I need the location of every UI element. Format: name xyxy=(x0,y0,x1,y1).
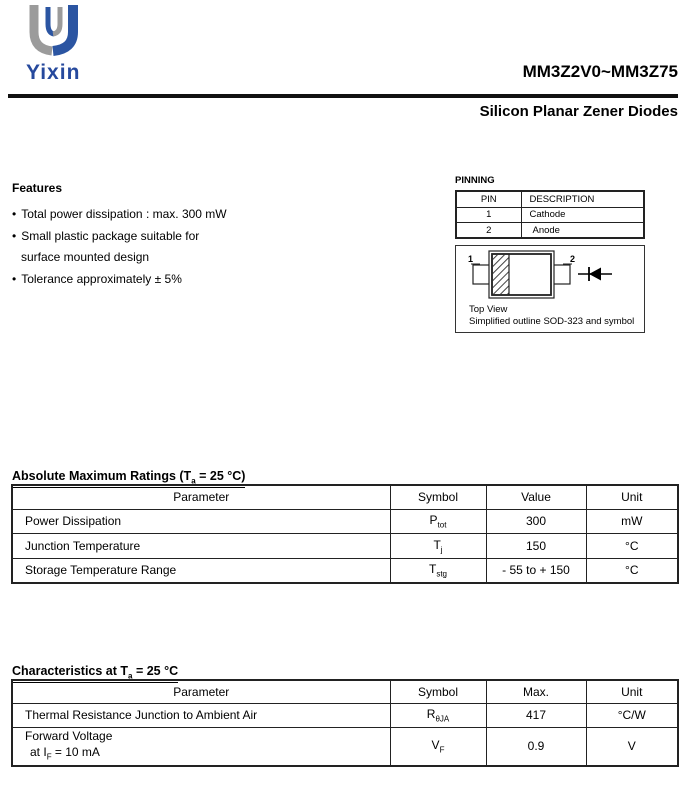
bullet-icon: • xyxy=(12,207,17,221)
symbol-base: T xyxy=(433,537,441,552)
value-cell: 150 xyxy=(486,534,586,559)
parameter-cell: Thermal Resistance Junction to Ambient Air xyxy=(12,703,390,727)
pin-description: Anode xyxy=(521,223,644,239)
unit-cell: °C xyxy=(586,534,678,559)
symbol-cell xyxy=(390,727,486,766)
heading-text: Characteristics at T xyxy=(12,664,129,678)
symbol-subscript: tot xyxy=(437,520,447,530)
symbol-base: R xyxy=(426,706,436,721)
unit-cell: mW xyxy=(586,509,678,534)
col-parameter: Parameter xyxy=(12,485,390,509)
svg-text:2: 2 xyxy=(570,254,576,264)
condition-text: at I xyxy=(30,744,47,759)
feature-text: Tolerance approximately ± 5% xyxy=(21,271,182,286)
page-subtitle: Silicon Planar Zener Diodes xyxy=(479,103,678,120)
heading-text: Absolute Maximum Ratings (T xyxy=(12,469,192,483)
table-row xyxy=(12,703,678,727)
package-outline-figure xyxy=(455,245,645,333)
col-unit: Unit xyxy=(586,485,678,509)
yixin-logo-icon xyxy=(26,5,82,68)
unit-cell: V xyxy=(586,727,678,766)
col-symbol: Symbol xyxy=(390,485,486,509)
col-value: Value xyxy=(486,485,586,509)
pinning-header-row xyxy=(456,191,644,207)
header-rule xyxy=(8,94,678,98)
heading-text: = 25 °C) xyxy=(195,469,246,483)
table-row xyxy=(12,727,678,766)
pinning-col-pin: PIN xyxy=(456,191,521,207)
symbol-subscript: F xyxy=(439,745,445,755)
features-section xyxy=(12,181,342,290)
heading-subscript: a xyxy=(128,671,133,681)
parameter-cell: Power Dissipation xyxy=(12,509,390,534)
figure-caption-2: Simplified outline SOD-323 and symbol xyxy=(469,316,635,327)
symbol-base: T xyxy=(428,561,437,576)
heading-subscript: a xyxy=(191,476,196,486)
pin-number: 1 xyxy=(456,207,521,223)
parameter-line2 xyxy=(25,744,390,765)
bullet-icon: • xyxy=(12,228,17,243)
pin-description: Cathode xyxy=(521,207,644,223)
symbol-subscript: j xyxy=(440,544,443,554)
bullet-icon: • xyxy=(12,271,17,286)
parameter-cell: Storage Temperature Range xyxy=(12,558,390,583)
characteristics-table xyxy=(11,679,679,767)
symbol-cell xyxy=(390,558,486,583)
col-max: Max. xyxy=(486,680,586,703)
features-heading: Features xyxy=(12,181,63,195)
value-cell: - 55 to + 150 xyxy=(486,558,586,583)
condition-text: = 10 mA xyxy=(51,744,100,759)
parameter-cell: Junction Temperature xyxy=(12,534,390,559)
svg-text:1: 1 xyxy=(468,254,474,264)
max-cell: 0.9 xyxy=(486,727,586,766)
parameter-line1: Forward Voltage xyxy=(25,728,113,743)
table-row xyxy=(12,558,678,583)
feature-text: Total power dissipation : max. 300 mW xyxy=(21,207,227,221)
feature-item xyxy=(12,226,342,248)
feature-text: Small plastic package suitable for xyxy=(21,228,200,243)
symbol-cell xyxy=(390,703,486,727)
pin-number: 2 xyxy=(456,223,521,239)
table-row xyxy=(456,207,644,223)
col-parameter: Parameter xyxy=(12,680,390,703)
heading-text: = 25 °C xyxy=(132,664,179,678)
u-logo-icon xyxy=(26,5,82,63)
symbol-cell xyxy=(390,534,486,559)
unit-cell: °C/W xyxy=(586,703,678,727)
parameter-cell xyxy=(12,727,390,766)
symbol-subscript: θJA xyxy=(435,714,450,724)
figure-caption-1: Top View xyxy=(469,304,508,315)
symbol-subscript: stg xyxy=(436,569,447,579)
symbol-cell xyxy=(390,509,486,534)
abs-max-table xyxy=(11,484,679,584)
symbol-base: V xyxy=(431,738,440,753)
col-unit: Unit xyxy=(586,680,678,703)
part-number-title: MM3Z2V0~MM3Z75 xyxy=(522,62,678,81)
max-cell: 417 xyxy=(486,703,586,727)
col-symbol: Symbol xyxy=(390,680,486,703)
table-row xyxy=(12,534,678,559)
pinning-heading: PINNING xyxy=(455,175,495,186)
pinning-col-description: DESCRIPTION xyxy=(521,191,644,207)
feature-text: surface mounted design xyxy=(21,250,150,264)
table-row xyxy=(456,223,644,239)
brand-name: Yixin xyxy=(26,61,81,84)
unit-cell: °C xyxy=(586,558,678,583)
table-header-row xyxy=(12,680,678,703)
value-cell: 300 xyxy=(486,509,586,534)
symbol-base: P xyxy=(429,513,438,528)
pinning-table xyxy=(455,190,645,239)
feature-item xyxy=(12,269,342,291)
sod-323-drawing-icon xyxy=(456,246,643,331)
feature-item xyxy=(12,204,342,226)
table-row xyxy=(12,509,678,534)
table-header-row xyxy=(12,485,678,509)
feature-item-continuation xyxy=(12,247,342,269)
condition-subscript: F xyxy=(46,751,52,761)
